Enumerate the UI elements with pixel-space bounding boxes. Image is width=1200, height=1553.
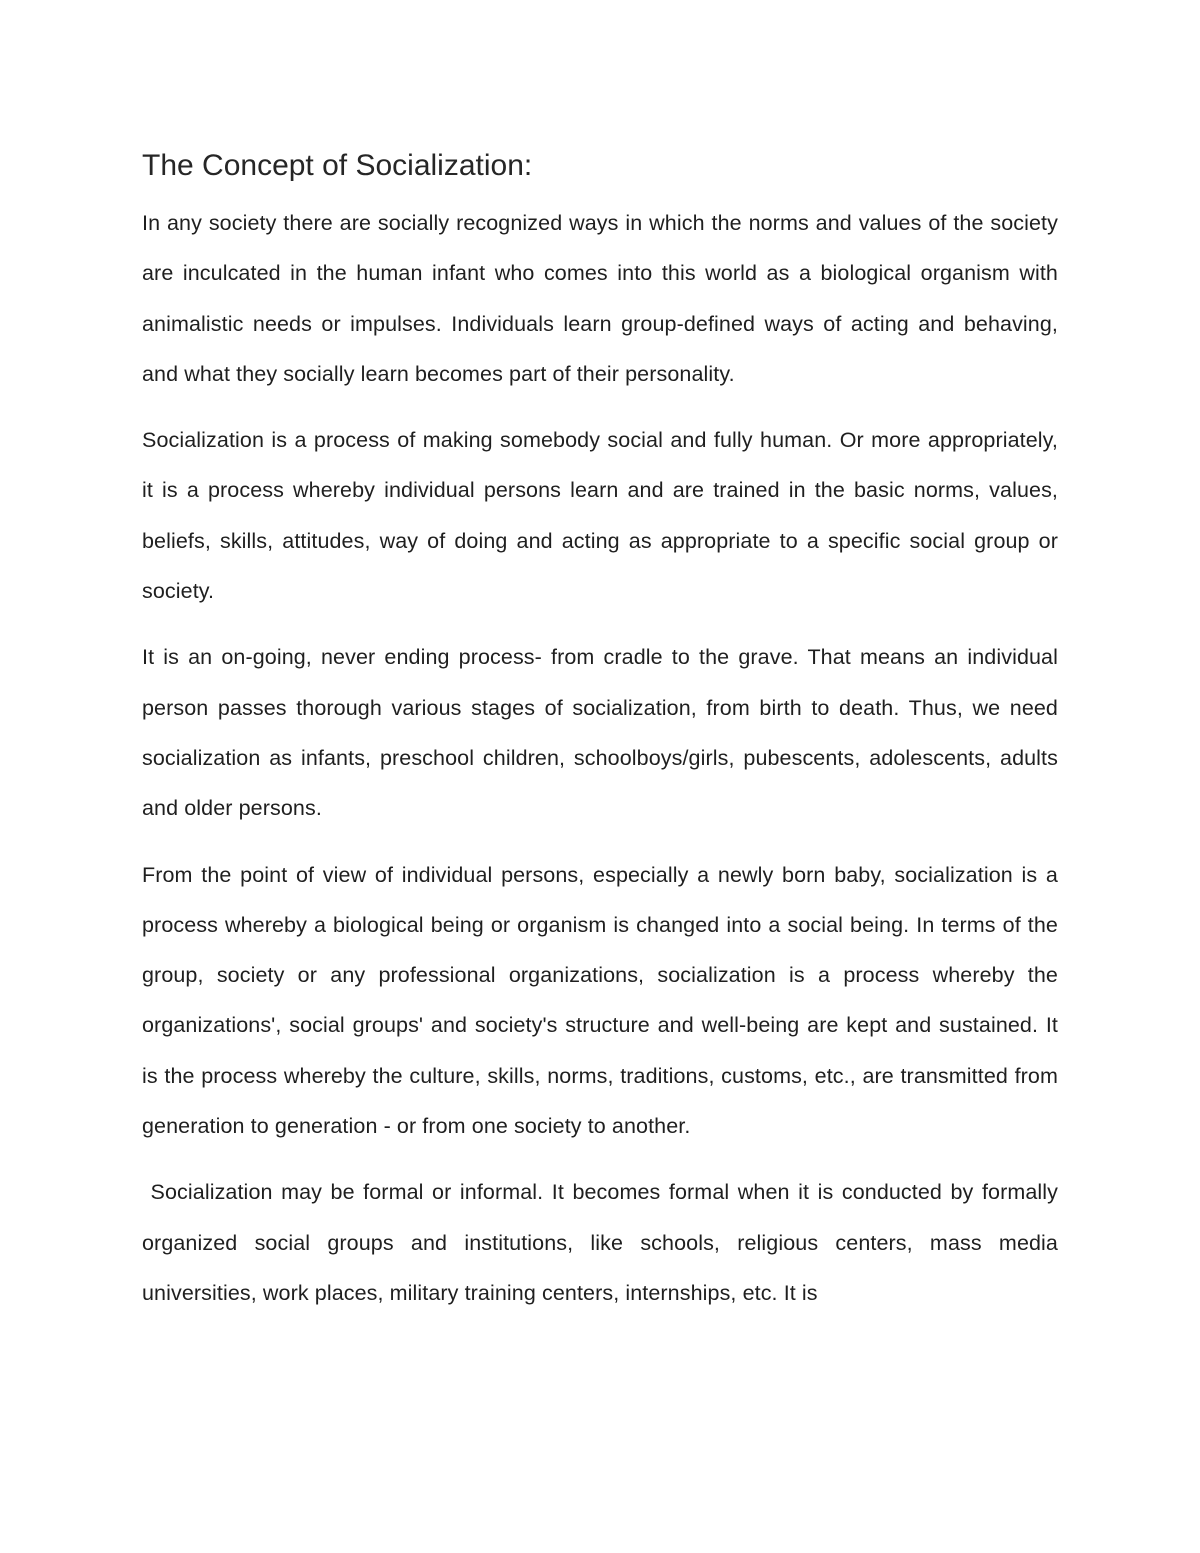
paragraph-3: It is an on-going, never ending process- from cradle to the grave. That means an individual person passes thorough various stages of socialization, from birth to death. Thus, we need socialization as infants, preschool children, schoolboys/girls, pubescents, adolescents, adults and older persons. xyxy=(142,645,1058,821)
document-body xyxy=(142,138,1058,1318)
paragraph-5: Socialization may be formal or informal. It becomes formal when it is conducted by formally organized social groups and institutions, like schools, religious centers, mass media universities, work places, military training centers, internships, etc. It is xyxy=(142,1180,1058,1305)
paragraph-2: Socialization is a process of making somebody social and fully human. Or more appropriately, it is a process whereby individual persons learn and are trained in the basic norms, values, beliefs, skills, attitudes, way of doing and acting as appropriate to a specific social group or society. xyxy=(142,428,1058,604)
paragraph-4: From the point of view of individual persons, especially a newly born baby, socialization is a process whereby a biological being or organism is changed into a social being. In terms of the group, society or any professional organizations, socialization is a process whereby the organizations', social groups' and society's structure and well-being are kept and sustained. It is the process whereby the culture, skills, norms, traditions, customs, etc., are transmitted from generation to generation - or from one society to another. xyxy=(142,862,1058,1139)
document-title: The Concept of Socialization: xyxy=(142,149,533,182)
paragraph-1: In any society there are socially recognized ways in which the norms and values of the society are inculcated in the human infant who comes into this world as a biological organism with animalistic needs or impulses. Individuals learn group-defined ways of acting and behaving, and what they socially learn becomes part of their personality. xyxy=(142,211,1058,386)
